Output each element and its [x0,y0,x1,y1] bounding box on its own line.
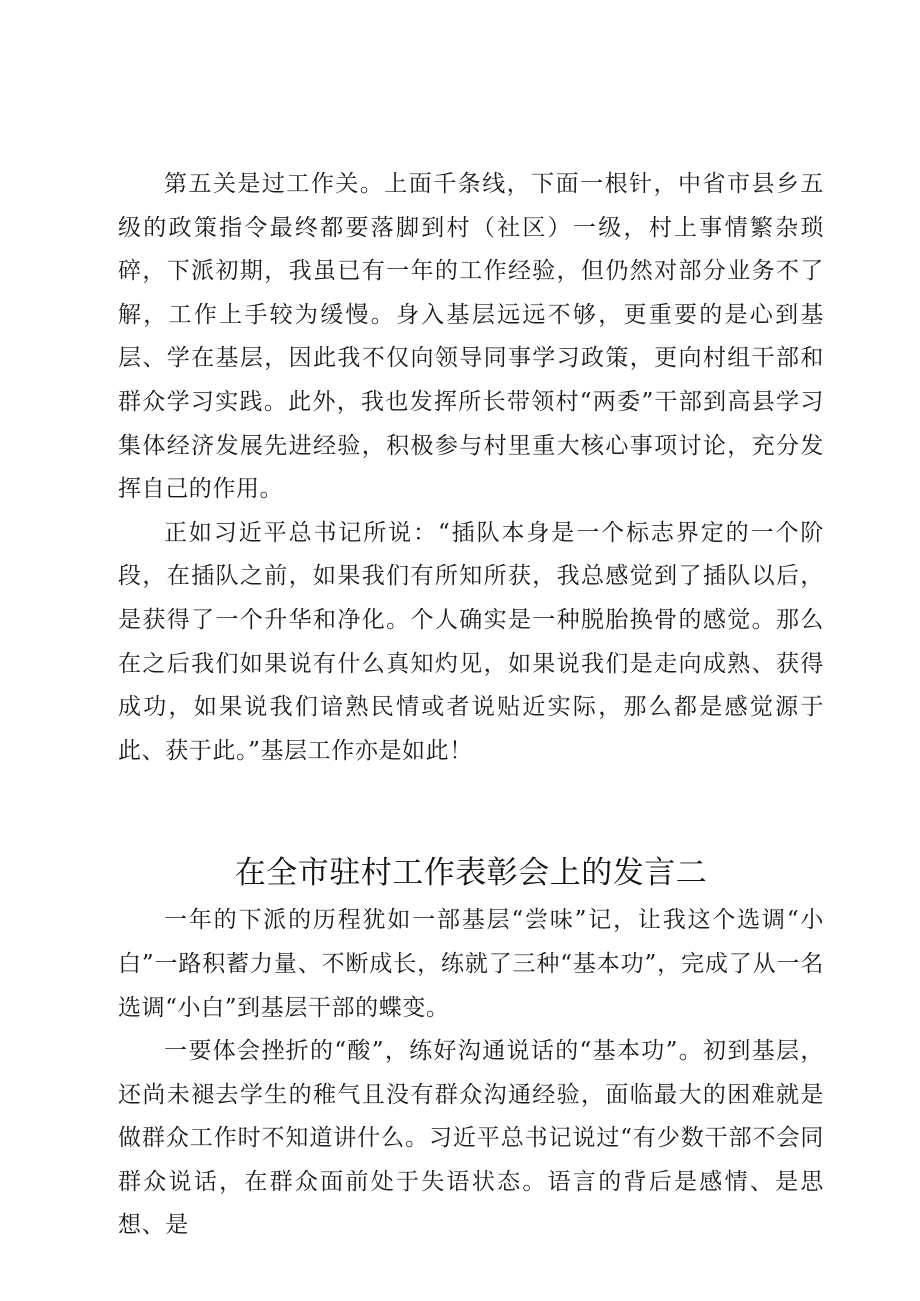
paragraph-sour: 一要体会挫折的“酸”，练好沟通说话的“基本功”。初到基层，还尚未褪去学生的稚气且没有群众沟通经验，面临最大的困难就是做群众工作时不知道讲什么。习近平总书记说过“有少数干部不会同群众说话，在群众面前处于失语状态。语言的背后是感情、是思想、是 [118,1038,824,1239]
paragraph-quote: 正如习近平总书记所说：“插队本身是一个标志界定的一个阶段，在插队之前，如果我们有所知所获，我总感觉到了插队以后，是获得了一个升华和净化。个人确实是一种脱胎换骨的感觉。那么在之后我们如果说有什么真知灼见，如果说我们是走向成熟、获得成功，如果说我们谙熟民情或者说贴近实际，那么都是感觉源于此、获于此。”基层工作亦是如此！ [118,519,824,764]
section-title: 在全市驻村工作表彰会上的发言二 [234,855,708,892]
paragraph-work-pass: 第五关是过工作关。上面千条线，下面一根针，中省市县乡五级的政策指令最终都要落脚到村（社区）一级，村上事情繁杂琐碎，下派初期，我虽已有一年的工作经验，但仍然对部分业务不了解，工作上手较为缓慢。身入基层远远不够，更重要的是心到基层、学在基层，因此我不仅向领导同事学习政策，更向村组干部和群众学习实践。此外，我也发挥所长带领村“两委”干部到高县学习集体经济发展先进经验，积极参与村里重大核心事项讨论，充分发挥自己的作用。 [118,171,824,503]
document-body [118,163,824,1248]
paragraph-intro: 一年的下派的历程犹如一部基层“尝味”记，让我这个选调“小白”一路积蓄力量、不断成长，练就了三种“基本功”，完成了从一名选调“小白”到基层干部的蝶变。 [118,907,824,1021]
